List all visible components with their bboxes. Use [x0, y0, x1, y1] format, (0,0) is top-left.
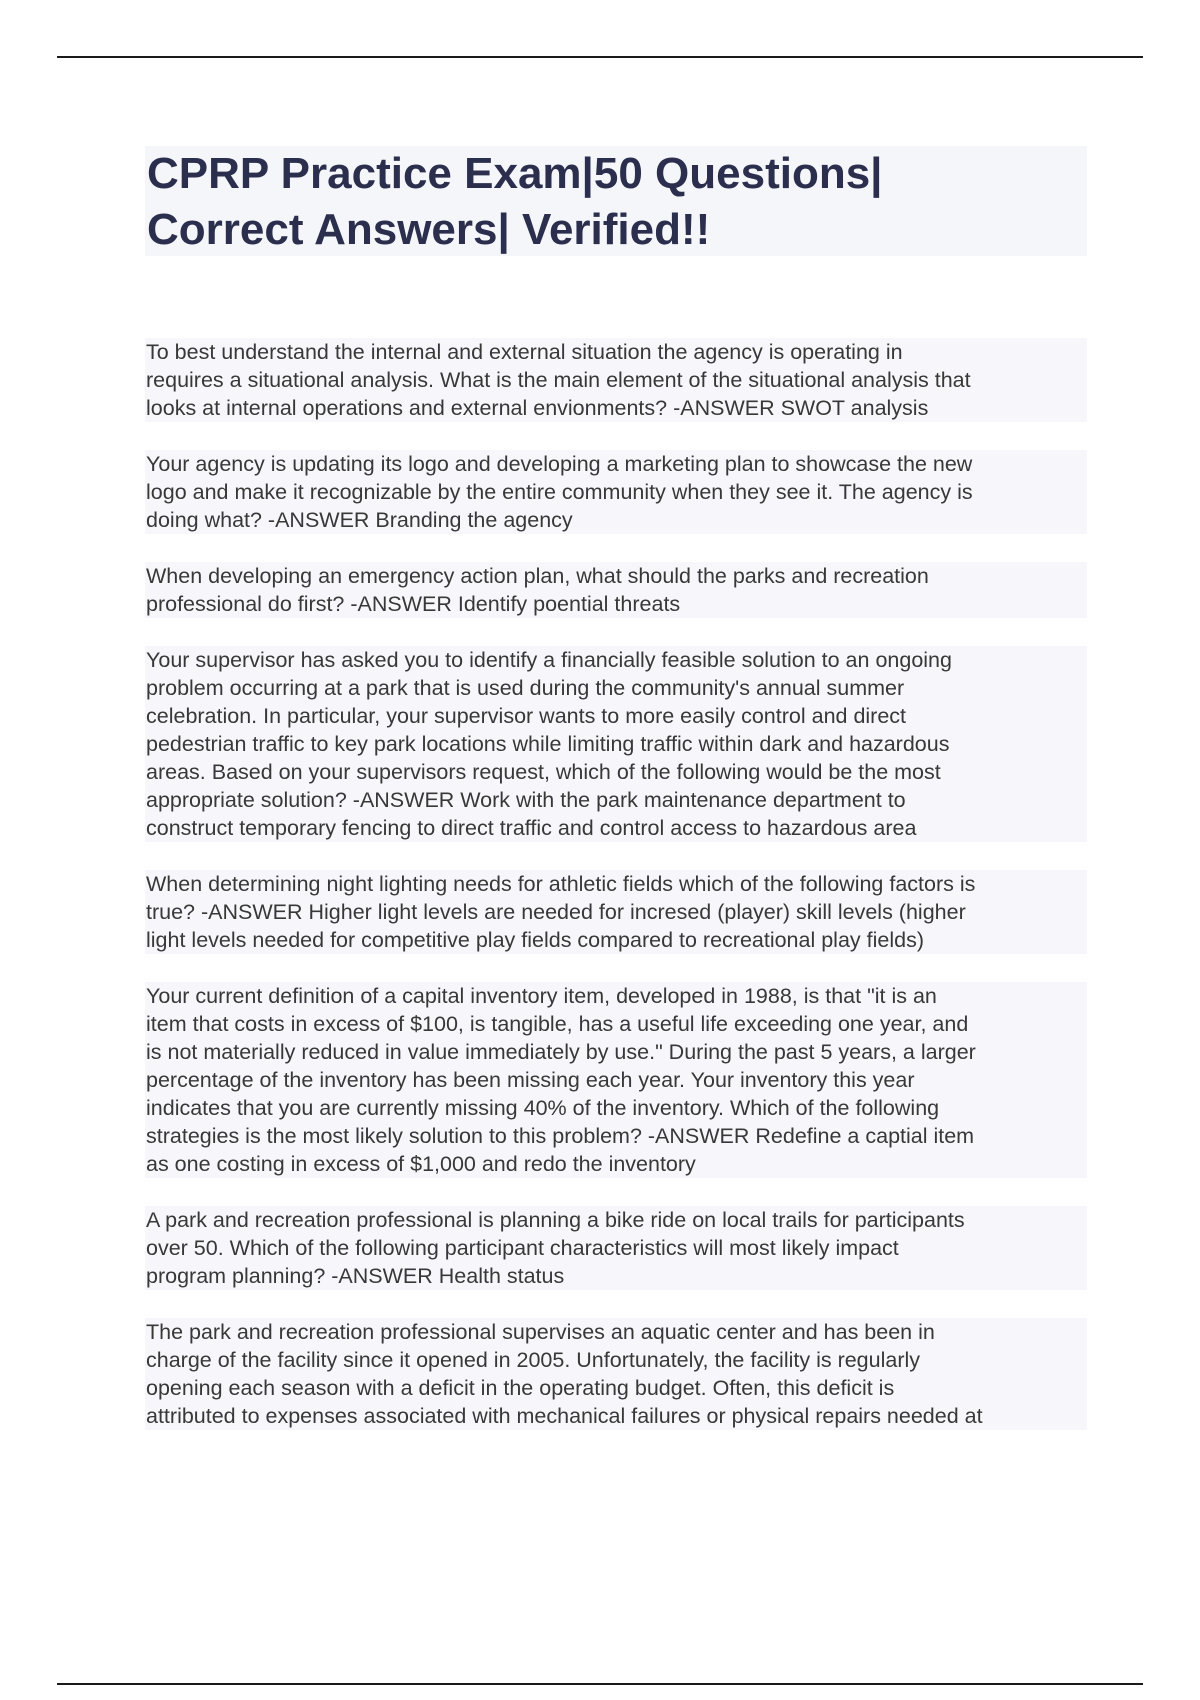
qa-line: When developing an emergency action plan, what should the parks and recreation	[146, 564, 929, 588]
qa-paragraph	[145, 982, 1087, 1178]
bottom-rule	[57, 1683, 1143, 1685]
qa-line: problem occurring at a park that is used during the community's annual summer	[146, 676, 905, 700]
title-line-1: CPRP Practice Exam|50 Questions|	[147, 149, 883, 198]
qa-line: appropriate solution? -ANSWER Work with the park maintenance department to	[146, 788, 906, 812]
qa-paragraph	[145, 870, 1087, 954]
qa-paragraph	[145, 450, 1087, 534]
qa-paragraph	[145, 1206, 1087, 1290]
qa-paragraph	[145, 1318, 1087, 1430]
qa-line: percentage of the inventory has been missing each year. Your inventory this year	[146, 1068, 915, 1092]
qa-line: Your supervisor has asked you to identify a financially feasible solution to an ongoing	[146, 648, 952, 672]
qa-paragraph	[145, 338, 1087, 422]
qa-line: as one costing in excess of $1,000 and redo the inventory	[146, 1152, 696, 1176]
qa-line: When determining night lighting needs for athletic fields which of the following factors is	[146, 872, 976, 896]
top-rule	[57, 56, 1143, 58]
qa-list	[145, 338, 1087, 1458]
qa-line: doing what? -ANSWER Branding the agency	[146, 508, 573, 532]
qa-line: opening each season with a deficit in the operating budget. Often, this deficit is	[146, 1376, 895, 1400]
qa-line: strategies is the most likely solution to this problem? -ANSWER Redefine a captial item	[146, 1124, 975, 1148]
title-block	[145, 146, 1087, 256]
qa-line: pedestrian traffic to key park locations while limiting traffic within dark and hazardous	[146, 732, 950, 756]
qa-line: A park and recreation professional is planning a bike ride on local trails for participants	[146, 1208, 965, 1232]
qa-line: professional do first? -ANSWER Identify poential threats	[146, 592, 681, 616]
qa-line: Your agency is updating its logo and developing a marketing plan to showcase the new	[146, 452, 973, 476]
qa-line: celebration. In particular, your supervisor wants to more easily control and direct	[146, 704, 907, 728]
qa-line: attributed to expenses associated with mechanical failures or physical repairs needed at	[146, 1404, 983, 1428]
title-line-2: Correct Answers| Verified!!	[147, 205, 711, 254]
qa-line: over 50. Which of the following participant characteristics will most likely impact	[146, 1236, 899, 1260]
qa-line: looks at internal operations and external envionments? -ANSWER SWOT analysis	[146, 396, 929, 420]
qa-line: construct temporary fencing to direct traffic and control access to hazardous area	[146, 816, 917, 840]
qa-line: indicates that you are currently missing 40% of the inventory. Which of the following	[146, 1096, 940, 1120]
qa-line: The park and recreation professional supervises an aquatic center and has been in	[146, 1320, 935, 1344]
qa-line: item that costs in excess of $100, is tangible, has a useful life exceeding one year, and	[146, 1012, 969, 1036]
qa-line: requires a situational analysis. What is the main element of the situational analysis that	[146, 368, 971, 392]
qa-paragraph	[145, 562, 1087, 618]
document-title	[145, 146, 1087, 258]
qa-line: program planning? -ANSWER Health status	[146, 1264, 565, 1288]
qa-line: light levels needed for competitive play fields compared to recreational play fields)	[146, 928, 924, 952]
qa-line: true? -ANSWER Higher light levels are needed for incresed (player) skill levels (higher	[146, 900, 966, 924]
qa-line: Your current definition of a capital inventory item, developed in 1988, is that "it is an	[146, 984, 937, 1008]
qa-line: logo and make it recognizable by the entire community when they see it. The agency is	[146, 480, 973, 504]
qa-line: areas. Based on your supervisors request, which of the following would be the most	[146, 760, 941, 784]
qa-line: charge of the facility since it opened in 2005. Unfortunately, the facility is regularly	[146, 1348, 921, 1372]
qa-line: is not materially reduced in value immediately by use." During the past 5 years, a larger	[146, 1040, 976, 1064]
qa-line: To best understand the internal and external situation the agency is operating in	[146, 340, 903, 364]
qa-paragraph	[145, 646, 1087, 842]
